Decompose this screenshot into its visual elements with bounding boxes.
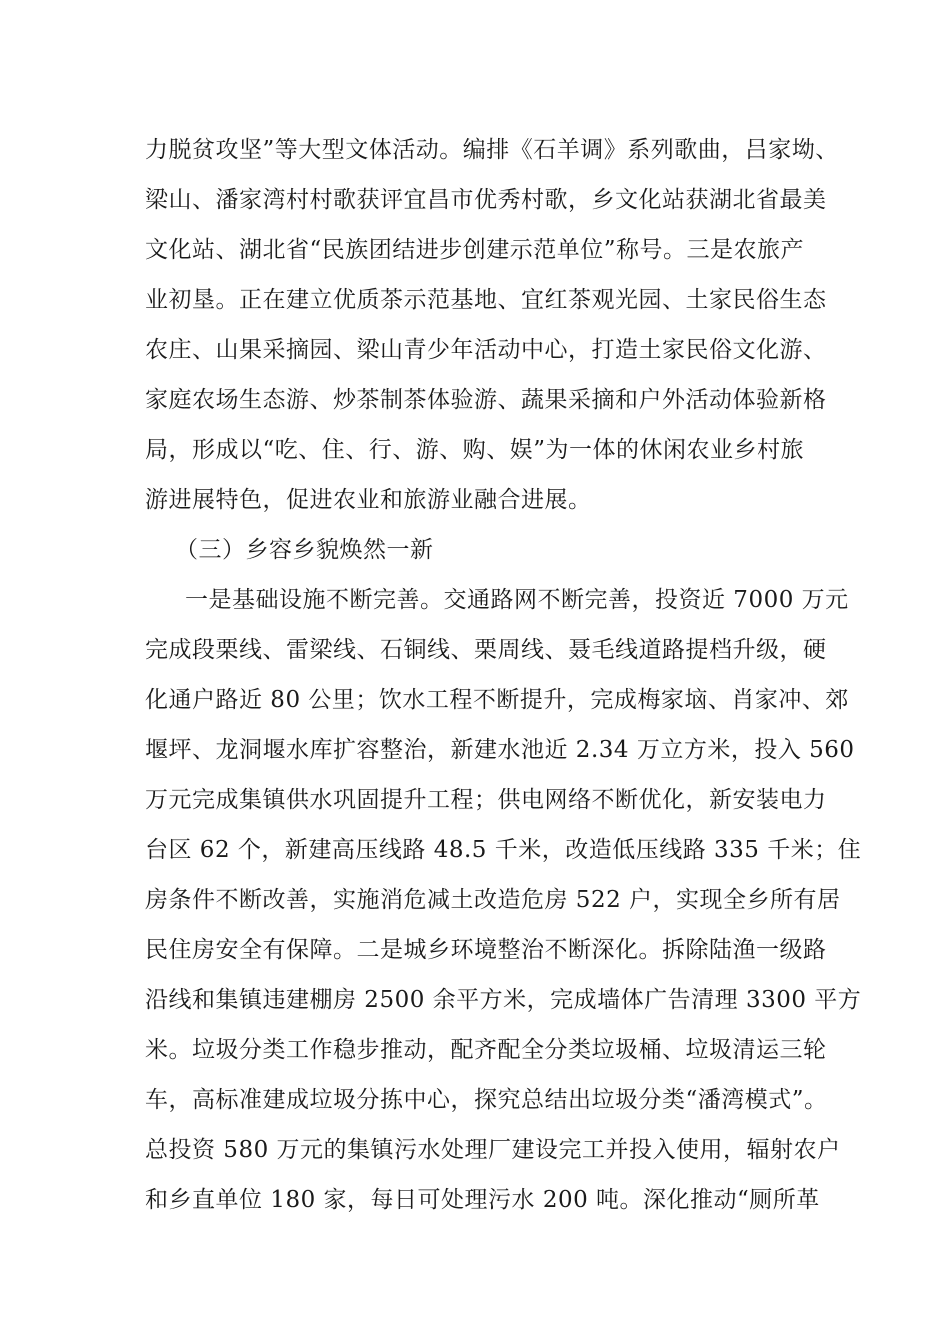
body-text-line: 业初垦。正在建立优质茶示范基地、宜红茶观光园、土家民俗生态 — [145, 287, 827, 313]
body-text-line: 堰坪、龙洞堰水库扩容整治，新建水池近 2.34 万立方米，投入 560 — [145, 737, 855, 763]
body-text-line: 游进展特色，促进农业和旅游业融合进展。 — [145, 487, 592, 513]
body-text-line: 房条件不断改善，实施消危减土改造危房 522 户，实现全乡所有居 — [145, 887, 841, 913]
body-text-line: 梁山、潘家湾村村歌获评宜昌市优秀村歌，乡文化站获湖北省最美 — [145, 187, 827, 213]
body-text-line: 家庭农场生态游、炒茶制茶体验游、蔬果采摘和户外活动体验新格 — [145, 387, 827, 413]
body-text-line: 农庄、山果采摘园、梁山青少年活动中心，打造土家民俗文化游、 — [145, 337, 827, 363]
body-text-line: 台区 62 个，新建高压线路 48.5 千米，改造低压线路 335 千米；住 — [145, 837, 862, 863]
body-text-line: 民住房安全有保障。二是城乡环境整治不断深化。拆除陆渔一级路 — [145, 937, 827, 963]
body-text-line: 米。垃圾分类工作稳步推动，配齐配全分类垃圾桶、垃圾清运三轮 — [145, 1037, 827, 1063]
body-text-line: 和乡直单位 180 家，每日可处理污水 200 吨。深化推动“厕所革 — [145, 1187, 820, 1213]
body-text-line: 力脱贫攻坚”等大型文体活动。编排《石羊调》系列歌曲，吕家坳、 — [145, 137, 839, 163]
body-text-line: 文化站、湖北省“民族团结进步创建示范单位”称号。三是农旅产 — [145, 237, 805, 263]
body-text-line: 一是基础设施不断完善。交通路网不断完善，投资近 7000 万元 — [185, 587, 849, 613]
body-text-line: 总投资 580 万元的集镇污水处理厂建设完工并投入使用，辐射农户 — [145, 1137, 841, 1163]
section-heading: （三）乡容乡貌焕然一新 — [175, 537, 434, 563]
body-text-line: 车，高标准建成垃圾分拣中心，探究总结出垃圾分类“潘湾模式”。 — [145, 1087, 828, 1113]
body-text-line: 完成段栗线、雷梁线、石铜线、栗周线、聂毛线道路提档升级，硬 — [145, 637, 827, 663]
body-text-line: 化通户路近 80 公里；饮水工程不断提升，完成梅家垴、肖家冲、郊 — [145, 687, 849, 713]
body-text-line: 局，形成以“吃、住、行、游、购、娱”为一体的休闲农业乡村旅 — [145, 437, 805, 463]
body-text-line: 沿线和集镇违建棚房 2500 余平方米，完成墙体广告清理 3300 平方 — [145, 987, 862, 1013]
body-text-line: 万元完成集镇供水巩固提升工程；供电网络不断优化，新安装电力 — [145, 787, 827, 813]
